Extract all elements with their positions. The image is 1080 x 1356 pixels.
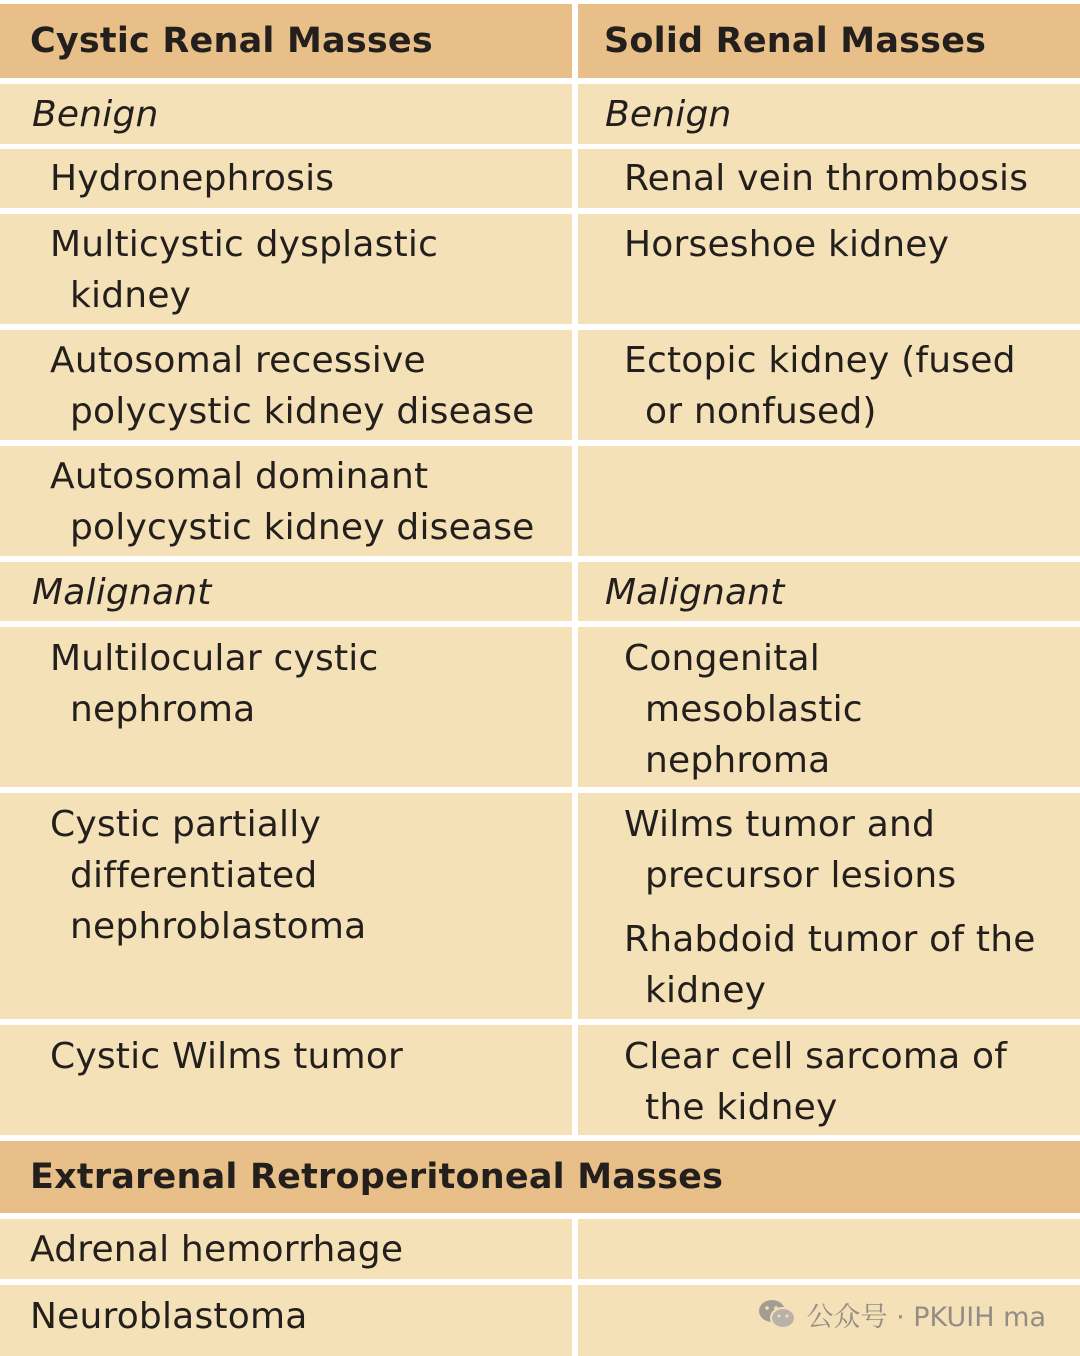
table-cell (0, 627, 572, 787)
cell-text: Cystic Wilms tumor (50, 1036, 404, 1077)
cell-text: differentiated (70, 855, 318, 896)
cell-text: nephroma (645, 740, 831, 781)
table-cell (578, 330, 1080, 440)
wechat-icon (757, 1297, 797, 1331)
cell-text: kidney (645, 970, 767, 1011)
section-cell-benign-left (0, 84, 572, 144)
cell-text: Hydronephrosis (50, 158, 335, 199)
cell-text: Clear cell sarcoma of (624, 1036, 1008, 1077)
header-extrarenal-retroperitoneal-masses: Extrarenal Retroperitoneal Masses (30, 1157, 724, 1197)
cell-text: Multicystic dysplastic (50, 224, 439, 265)
watermark (757, 1294, 1046, 1334)
header-solid-renal-masses: Solid Renal Masses (604, 21, 987, 61)
table-cell (0, 330, 572, 440)
header-cell-solid (578, 4, 1080, 78)
cell-text: nephroblastoma (70, 906, 367, 947)
cell-text: Cystic partially (50, 804, 321, 845)
table-cell-empty (578, 1219, 1080, 1279)
section-cell-benign-right (578, 84, 1080, 144)
cell-text: Congenital (624, 638, 820, 679)
header-cystic-renal-masses: Cystic Renal Masses (30, 21, 433, 61)
table-cell (0, 446, 572, 556)
cell-text: Neuroblastoma (30, 1296, 308, 1337)
section-cell-malignant-right (578, 562, 1080, 621)
section-cell-malignant-left (0, 562, 572, 621)
cell-text: Rhabdoid tumor of the (624, 919, 1036, 960)
cell-text: kidney (70, 275, 192, 316)
cell-text: Wilms tumor and (624, 804, 936, 845)
table-cell (0, 1285, 572, 1356)
cell-text: Adrenal hemorrhage (30, 1229, 404, 1270)
cell-text: mesoblastic (645, 689, 863, 730)
table-cell (0, 214, 572, 324)
section-malignant-label: Malignant (32, 572, 212, 613)
cell-text: Horseshoe kidney (624, 224, 950, 265)
header-cell-cystic (0, 4, 572, 78)
cell-text: nephroma (70, 689, 256, 730)
cell-text: Ectopic kidney (fused (624, 340, 1016, 381)
table-cell (0, 1025, 572, 1135)
table-cell (0, 149, 572, 208)
table-cell (578, 1025, 1080, 1135)
watermark-text: 公众号 · PKUIH ma (806, 1301, 1046, 1333)
cell-text: Autosomal recessive (50, 340, 426, 381)
table-cell (578, 793, 1080, 1019)
cell-text: Renal vein thrombosis (624, 158, 1029, 199)
section-benign-label: Benign (605, 94, 732, 135)
table-cell-empty (578, 446, 1080, 556)
cell-text: or nonfused) (645, 391, 877, 432)
cell-text: Autosomal dominant (50, 456, 429, 497)
table-cell (578, 214, 1080, 324)
cell-text: the kidney (645, 1087, 838, 1128)
table-cell (578, 627, 1080, 787)
cell-text: polycystic kidney disease (70, 507, 535, 548)
cell-text: precursor lesions (645, 855, 957, 896)
section-benign-label: Benign (32, 94, 159, 135)
table-cell (578, 149, 1080, 208)
section-malignant-label: Malignant (605, 572, 785, 613)
cell-text: polycystic kidney disease (70, 391, 535, 432)
header-cell-extrarenal (0, 1141, 1080, 1213)
table-cell (0, 793, 572, 1019)
table-cell (0, 1219, 572, 1279)
cell-text: Multilocular cystic (50, 638, 379, 679)
